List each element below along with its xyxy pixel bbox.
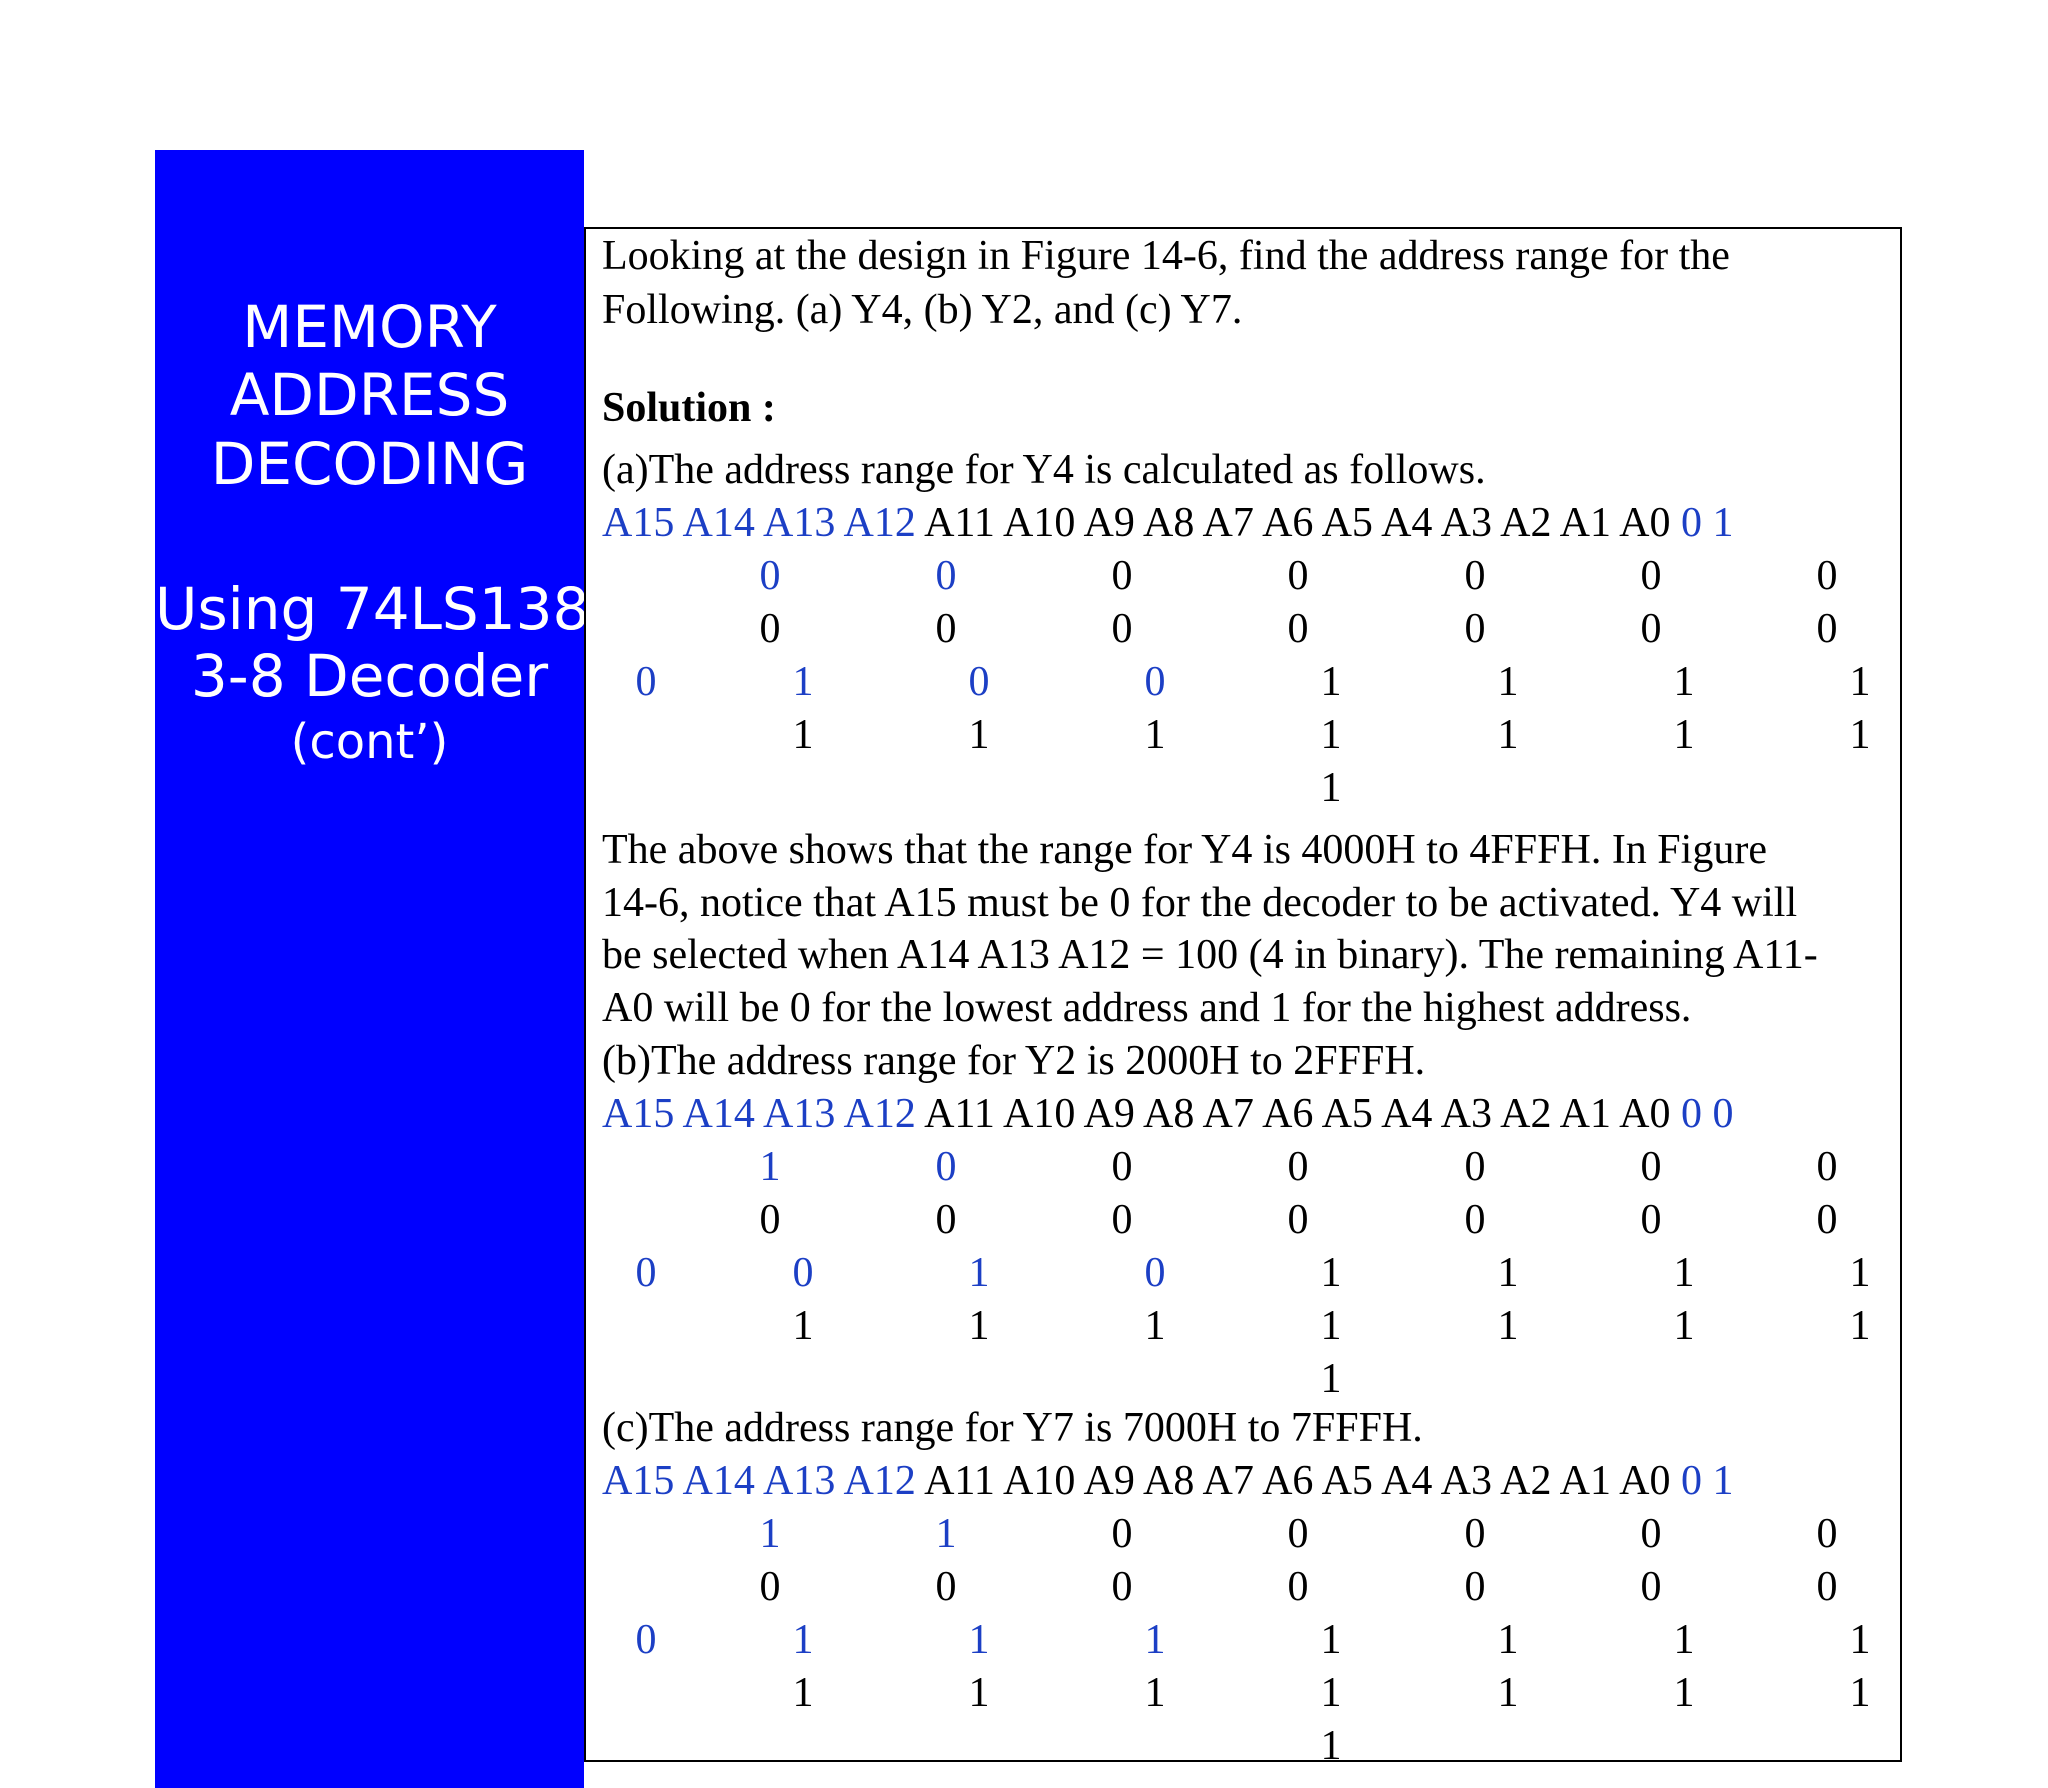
- part-b-intro: (b)The address range for Y2 is 2000H to 2FFFH.: [602, 1038, 1426, 1084]
- explanation-line-1: The above shows that the range for Y4 is 4000H to 4FFFH. In Figure: [602, 827, 1767, 873]
- address-bit: 1: [968, 1250, 990, 1296]
- header-low-bits: A11 A10 A9 A8 A7 A6 A5 A4 A3 A2 A1 A0: [924, 1458, 1671, 1504]
- address-bit: 1: [1673, 659, 1695, 705]
- address-header-a: [602, 502, 1734, 544]
- address-bit: 0: [759, 1197, 781, 1243]
- address-bit: 1: [1320, 1356, 1342, 1402]
- header-trailing-bits: 0 1: [1681, 500, 1734, 546]
- address-bit: 1: [968, 1303, 990, 1349]
- address-bit: 0: [1816, 1144, 1838, 1190]
- title-panel: [155, 150, 590, 1788]
- address-bit: 1: [1144, 1617, 1166, 1663]
- address-bit: 0: [1287, 606, 1309, 652]
- address-bit: 0: [1111, 553, 1133, 599]
- address-bit: 1: [1497, 1617, 1519, 1663]
- address-bit: 1: [1144, 712, 1166, 758]
- address-bit: 1: [1320, 1723, 1342, 1769]
- address-bit: 0: [1816, 606, 1838, 652]
- address-bit: 1: [1673, 1250, 1695, 1296]
- header-low-bits: A11 A10 A9 A8 A7 A6 A5 A4 A3 A2 A1 A0: [924, 1091, 1671, 1137]
- address-bit: 0: [1640, 1197, 1662, 1243]
- address-bit: 0: [635, 1250, 657, 1296]
- title-line-3: DECODING: [210, 430, 529, 498]
- address-bit: 0: [1144, 1250, 1166, 1296]
- address-bit: 0: [1816, 553, 1838, 599]
- address-bit: 1: [968, 712, 990, 758]
- subtitle-cont: (cont’): [290, 714, 449, 770]
- address-bit: 0: [792, 1250, 814, 1296]
- header-high-bits: A15 A14 A13 A12: [602, 1458, 916, 1504]
- part-a-intro: (a)The address range for Y4 is calculated as follows.: [602, 447, 1486, 493]
- address-bit: 1: [1497, 1303, 1519, 1349]
- address-bit: 0: [1287, 553, 1309, 599]
- address-bit: 0: [635, 659, 657, 705]
- address-bit: 1: [1849, 1250, 1871, 1296]
- address-bit: 1: [1849, 1303, 1871, 1349]
- address-bit: 1: [1849, 1670, 1871, 1716]
- address-bit: 0: [1640, 606, 1662, 652]
- title-line-1: MEMORY: [242, 293, 497, 361]
- address-bit: 1: [1144, 1303, 1166, 1349]
- question-line-1: Looking at the design in Figure 14-6, find the address range for the: [602, 233, 1730, 279]
- address-bit: 1: [1849, 659, 1871, 705]
- address-bit: 0: [935, 1144, 957, 1190]
- address-bit: 1: [935, 1511, 957, 1557]
- address-bit: 0: [1464, 1511, 1486, 1557]
- part-c-intro: (c)The address range for Y7 is 7000H to 7FFFH.: [602, 1405, 1423, 1451]
- address-bit: 0: [935, 1564, 957, 1610]
- address-bit: 1: [792, 1617, 814, 1663]
- address-bit: 1: [1320, 659, 1342, 705]
- header-high-bits: A15 A14 A13 A12: [602, 500, 916, 546]
- address-bit: 1: [792, 1670, 814, 1716]
- address-bit: 1: [1849, 712, 1871, 758]
- address-bit: 0: [1464, 1144, 1486, 1190]
- address-bit: 1: [1320, 765, 1342, 811]
- explanation-line-4: A0 will be 0 for the lowest address and 1 for the highest address.: [602, 985, 1692, 1031]
- address-bit: 1: [1673, 1617, 1695, 1663]
- address-bit: 0: [1111, 1511, 1133, 1557]
- explanation-line-2: 14-6, notice that A15 must be 0 for the decoder to be activated. Y4 will: [602, 880, 1798, 926]
- address-bit: 1: [1320, 1617, 1342, 1663]
- header-high-bits: A15 A14 A13 A12: [602, 1091, 916, 1137]
- address-bit: 0: [1464, 1197, 1486, 1243]
- address-bit: 1: [1497, 1670, 1519, 1716]
- address-bit: 1: [792, 712, 814, 758]
- address-bit: 1: [1320, 1670, 1342, 1716]
- address-bit: 0: [1111, 1144, 1133, 1190]
- address-bit: 1: [968, 1670, 990, 1716]
- address-bit: 0: [1287, 1564, 1309, 1610]
- address-bit: 0: [1640, 1144, 1662, 1190]
- address-bit: 0: [1287, 1197, 1309, 1243]
- address-bit: 1: [1497, 1250, 1519, 1296]
- address-bit: 0: [1144, 659, 1166, 705]
- address-bit: 0: [935, 606, 957, 652]
- address-bit: 0: [1464, 553, 1486, 599]
- address-bit: 0: [1816, 1197, 1838, 1243]
- address-bit: 1: [1320, 1250, 1342, 1296]
- address-bit: 0: [1111, 606, 1133, 652]
- address-bit: 1: [759, 1511, 781, 1557]
- address-bit: 1: [792, 1303, 814, 1349]
- address-bit: 1: [1673, 712, 1695, 758]
- address-bit: 0: [1640, 1564, 1662, 1610]
- address-bit: 1: [1497, 659, 1519, 705]
- address-header-b: [602, 1093, 1734, 1135]
- address-bit: 0: [968, 659, 990, 705]
- address-bit: 1: [792, 659, 814, 705]
- address-bit: 0: [1287, 1511, 1309, 1557]
- address-bit: 0: [1816, 1511, 1838, 1557]
- header-low-bits: A11 A10 A9 A8 A7 A6 A5 A4 A3 A2 A1 A0: [924, 500, 1671, 546]
- header-trailing-bits: 0 1: [1681, 1458, 1734, 1504]
- title-line-2: ADDRESS: [229, 361, 510, 429]
- address-bit: 0: [935, 1197, 957, 1243]
- question-line-2: Following. (a) Y4, (b) Y2, and (c) Y7.: [602, 287, 1243, 333]
- address-bit: 1: [759, 1144, 781, 1190]
- address-bit: 1: [1320, 1303, 1342, 1349]
- subtitle-line-1: Using 74LS138: [155, 575, 590, 643]
- address-bit: 1: [1320, 712, 1342, 758]
- address-bit: 1: [1673, 1670, 1695, 1716]
- address-bit: 0: [759, 1564, 781, 1610]
- solution-label: Solution :: [602, 385, 776, 431]
- explanation-line-3: be selected when A14 A13 A12 = 100 (4 in binary). The remaining A11-: [602, 932, 1818, 978]
- address-bit: 0: [1640, 553, 1662, 599]
- address-bit: 0: [759, 553, 781, 599]
- address-bit: 0: [1464, 606, 1486, 652]
- address-bit: 0: [759, 606, 781, 652]
- header-trailing-bits: 0 0: [1681, 1091, 1734, 1137]
- subtitle-line-2: 3-8 Decoder: [190, 642, 549, 710]
- address-bit: 0: [1111, 1564, 1133, 1610]
- address-bit: 1: [1144, 1670, 1166, 1716]
- address-bit: 1: [1673, 1303, 1695, 1349]
- address-bit: 0: [1464, 1564, 1486, 1610]
- address-bit: 1: [1849, 1617, 1871, 1663]
- address-bit: 1: [968, 1617, 990, 1663]
- address-bit: 0: [1111, 1197, 1133, 1243]
- address-bit: 0: [935, 553, 957, 599]
- address-bit: 0: [1287, 1144, 1309, 1190]
- address-header-c: [602, 1460, 1734, 1502]
- content-box: [584, 227, 1902, 1769]
- address-bit: 0: [635, 1617, 657, 1663]
- address-bit: 0: [1640, 1511, 1662, 1557]
- address-bit: 0: [1816, 1564, 1838, 1610]
- address-bit: 1: [1497, 712, 1519, 758]
